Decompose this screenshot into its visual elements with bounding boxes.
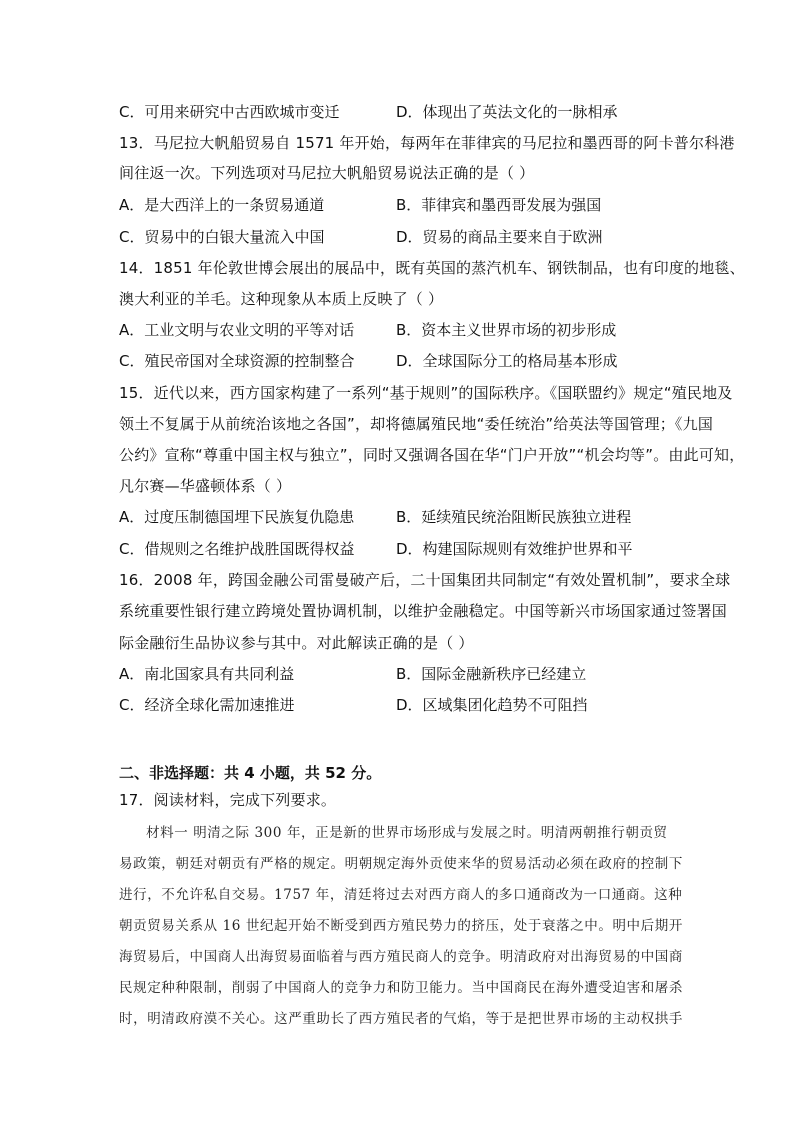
q14-stem-line-2: 澳大利亚的羊毛。这种现象从本质上反映了（ ） <box>119 290 444 308</box>
q14-option-d: D．全球国际分工的格局基本形成 <box>396 352 618 370</box>
material-line-7: 时，明清政府漠不关心。这严重助长了西方殖民者的气焰，等于是把世界市场的主动权拱手 <box>119 1011 683 1027</box>
q13-stem-line-1: 13．马尼拉大帆船贸易自 1571 年开始，每两年在菲律宾的马尼拉和墨西哥的阿卡普尔科港 <box>119 134 735 152</box>
q12-option-c: C．可用来研究中古西欧城市变迁 <box>119 103 340 121</box>
q15-stem-line-4: 凡尔赛—华盛顿体系（ ） <box>119 477 292 495</box>
q13-option-c: C．贸易中的白银大量流入中国 <box>119 228 325 246</box>
q15-option-b: B．延续殖民统治阻断民族独立进程 <box>396 508 632 526</box>
q16-stem-line-3: 际金融衍生品协议参与其中。对此解读正确的是（ ） <box>119 634 474 652</box>
q15-option-c: C．借规则之名维护战胜国既得权益 <box>119 540 355 558</box>
q13-option-b: B．菲律宾和墨西哥发展为强国 <box>396 196 602 214</box>
q15-stem-line-1: 15．近代以来，西方国家构建了一系列“基于规则”的国际秩序。《国联盟约》规定“殖民地及 <box>119 384 733 402</box>
material-line-2: 易政策，朝廷对朝贡有严格的规定。明朝规定海外贡使来华的贸易活动必须在政府的控制下 <box>119 856 683 872</box>
material-line-3: 进行，不允许私自交易。1757 年，清廷将过去对西方商人的多口通商改为一口通商。这种 <box>119 887 683 903</box>
q15-stem-line-2: 领土不复属于从前统治该地之各国”，却将德属殖民地“委任统治”给英法等国管理；《九国 <box>119 415 714 433</box>
q14-stem-line-1: 14．1851 年伦敦世博会展出的展品中，既有英国的蒸汽机车、钢铁制品，也有印度的地毯、 <box>119 259 745 277</box>
q14-option-b: B．资本主义世界市场的初步形成 <box>396 321 617 339</box>
q16-option-a: A．南北国家具有共同利益 <box>119 665 295 683</box>
q13-option-a: A．是大西洋上的一条贸易通道 <box>119 196 325 214</box>
q16-option-c: C．经济全球化需加速推进 <box>119 696 295 714</box>
section-heading: 二、非选择题：共 4 小题，共 52 分。 <box>119 764 382 782</box>
q16-stem-line-1: 16．2008 年，跨国金融公司雷曼破产后，二十国集团共同制定“有效处置机制”，要求全球 <box>119 571 731 589</box>
q12-option-d: D．体现出了英法文化的一脉相承 <box>396 103 618 121</box>
q14-option-a: A．工业文明与农业文明的平等对话 <box>119 321 355 339</box>
q16-option-d: D．区域集团化趋势不可阻挡 <box>396 696 588 714</box>
q17-prompt: 17．阅读材料，完成下列要求。 <box>119 791 337 809</box>
q13-stem-line-2: 间往返一次。下列选项对马尼拉大帆船贸易说法正确的是（ ） <box>119 164 535 182</box>
q13-option-d: D．贸易的商品主要来自于欧洲 <box>396 228 603 246</box>
q14-option-c: C．殖民帝国对全球资源的控制整合 <box>119 352 355 370</box>
q16-stem-line-2: 系统重要性银行建立跨境处置协调机制，以维护金融稳定。中国等新兴市场国家通过签署国 <box>119 602 728 620</box>
q15-option-a: A．过度压制德国埋下民族复仇隐患 <box>119 508 355 526</box>
material-line-5: 海贸易后，中国商人出海贸易面临着与西方殖民商人的竞争。明清政府对出海贸易的中国商 <box>119 949 683 965</box>
q16-option-b: B．国际金融新秩序已经建立 <box>396 665 587 683</box>
q15-option-d: D．构建国际规则有效维护世界和平 <box>396 540 633 558</box>
material-line-1: 材料一 明清之际 300 年，正是新的世界市场形成与发展之时。明清两朝推行朝贡贸 <box>146 825 668 841</box>
material-line-4: 朝贡贸易关系从 16 世纪起开始不断受到西方殖民势力的挤压，处于衰落之中。明中后期开 <box>119 918 683 934</box>
q15-stem-line-3: 公约》宣称“尊重中国主权与独立”，同时又强调各国在华“门户开放”“机会均等”。由此可知， <box>119 446 745 464</box>
material-line-6: 民规定种种限制，削弱了中国商人的竞争力和防卫能力。当中国商民在海外遭受迫害和屠杀 <box>119 980 683 996</box>
